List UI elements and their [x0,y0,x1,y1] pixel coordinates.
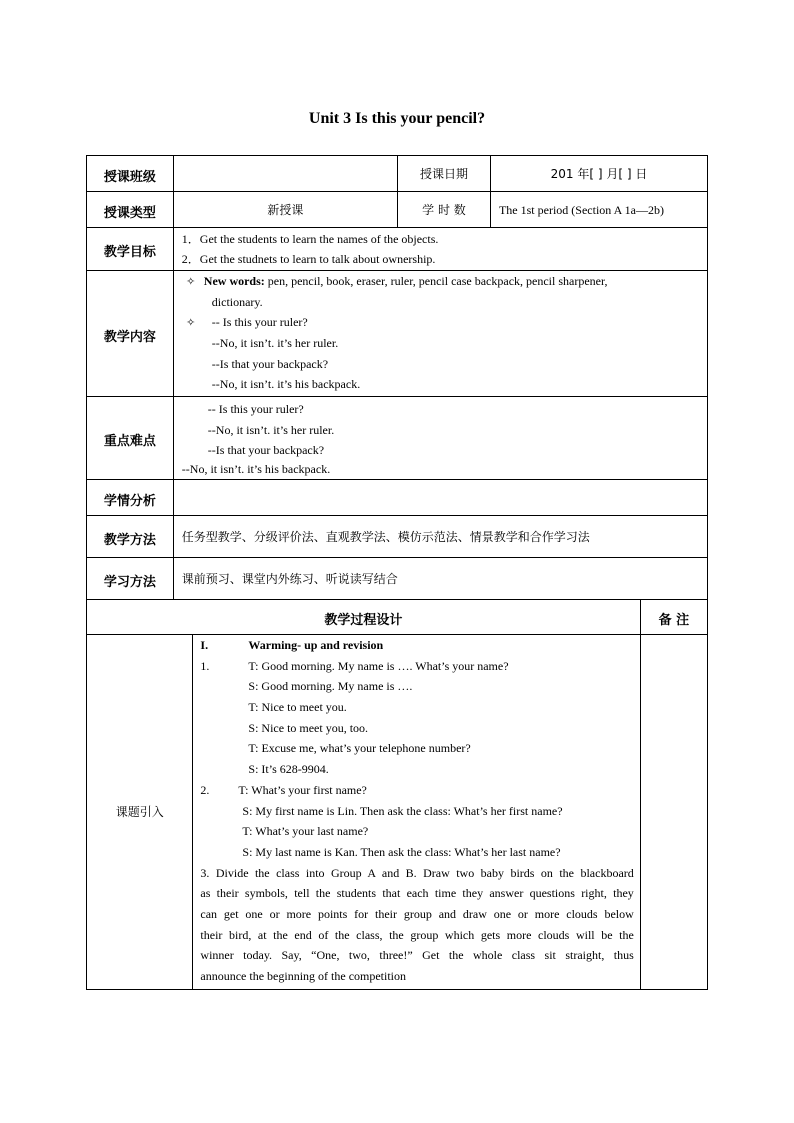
type-row [87,192,708,228]
teaching-method-row [87,516,708,558]
notes-header: 备 注 [640,600,707,635]
analysis-value [173,480,707,516]
intro-notes [640,635,707,990]
section-heading: I. Warming- up and revision [200,638,384,652]
item1-line-5: T: Excuse me, what’s your telephone number? [248,741,471,756]
item1-line-3: T: Nice to meet you. [248,700,347,715]
process-header-row [87,600,708,635]
item1-line-4: S: Nice to meet you, too. [248,720,369,735]
key-line-1: -- Is this your ruler? [207,402,304,417]
item1-line-1: 1. T: Good morning. My name is …. What’s your name? [200,658,509,673]
item2-line-1: 2. T: What’s your first name? [200,782,367,797]
page-title: Unit 3 Is this your pencil? [308,110,486,127]
item2-line-2: S: My first name is Lin. Then ask the class: What’s her first name? [242,803,563,818]
date-value: 201 年[ ] 月[ ] 日 [490,156,707,192]
teaching-method-label: 教学方法 [87,516,174,558]
class-label: 授课班级 [87,156,174,192]
diamond-icon: ✧ [186,275,196,288]
key-points-body [173,397,707,480]
content-line-3: --Is that your backpack? [211,356,329,371]
content-body [173,271,707,397]
key-line-3: --Is that your backpack? [207,443,325,458]
key-points-label: 重点难点 [87,397,174,480]
analysis-row [87,480,708,516]
study-method-label: 学习方法 [87,558,174,600]
study-method-row [87,558,708,600]
item3-line-1: 3. Divide the class into Group A and B. Draw two baby birds on the blackboard [200,865,634,880]
content-line-1: ✧ -- Is this your ruler? [178,312,707,333]
item3-line-4: their bird, at the end of the class, the group which gets more clouds will be the [200,927,634,942]
goals-content [173,228,707,271]
analysis-label: 学情分析 [87,480,174,516]
item1-line-2: S: Good morning. My name is …. [248,679,413,694]
key-line-4: --No, it isn’t. it’s his backpack. [181,461,331,476]
date-label: 授课日期 [397,156,490,192]
item3-line-3: can get one or more points for their group and draw one or more clouds below [200,906,634,921]
item1-line-6: S: It’s 628-9904. [248,762,329,777]
item2-line-3: T: What’s your last name? [242,824,369,839]
lesson-plan-table [86,155,708,990]
item3-line-6: announce the beginning of the competition [200,969,407,983]
goal-line-1: 1．Get the students to learn the names of the objects. [181,232,439,246]
goal-line-2: 2．Get the studnets to learn to talk about ownership. [181,252,436,266]
class-value [173,156,397,192]
new-words-line [178,271,707,292]
new-words-continued: dictionary. [211,294,263,309]
content-row [87,271,708,397]
content-line-2: --No, it isn’t. it’s her ruler. [211,336,339,351]
content-label: 教学内容 [87,271,174,397]
diamond-icon: ✧ [186,316,196,330]
class-row [87,156,708,192]
intro-body [193,635,640,990]
new-words-list: pen, pencil, book, eraser, ruler, pencil case backpack, pencil sharpener, [264,274,608,288]
item2-line-4: S: My last name is Kan. Then ask the class: What’s her last name? [242,844,561,859]
key-points-row [87,397,708,480]
type-label: 授课类型 [87,192,174,228]
hours-value: The 1st period (Section A 1a—2b) [490,192,707,228]
key-line-2: --No, it isn’t. it’s her ruler. [207,422,335,437]
content-line-4: --No, it isn’t. it’s his backpack. [211,377,361,392]
item3-line-5: winner today. Say, “One, two, three!” Get the whole class sit straight, thus [200,948,634,963]
intro-label: 课题引入 [87,635,193,990]
teaching-method-value: 任务型教学、分级评价法、直观教学法、模仿示范法、情景教学和合作学习法 [173,516,707,558]
process-header: 教学过程设计 [87,600,641,635]
type-value: 新授课 [173,192,397,228]
intro-row [87,635,708,990]
goals-row [87,228,708,271]
study-method-value: 课前预习、课堂内外练习、听说读写结合 [173,558,707,600]
new-words-heading: New words: [203,274,265,288]
item3-line-2: as their symbols, tell the students that each time they answer questions right, they [200,886,634,901]
goals-label: 教学目标 [87,228,174,271]
hours-label: 学 时 数 [397,192,490,228]
